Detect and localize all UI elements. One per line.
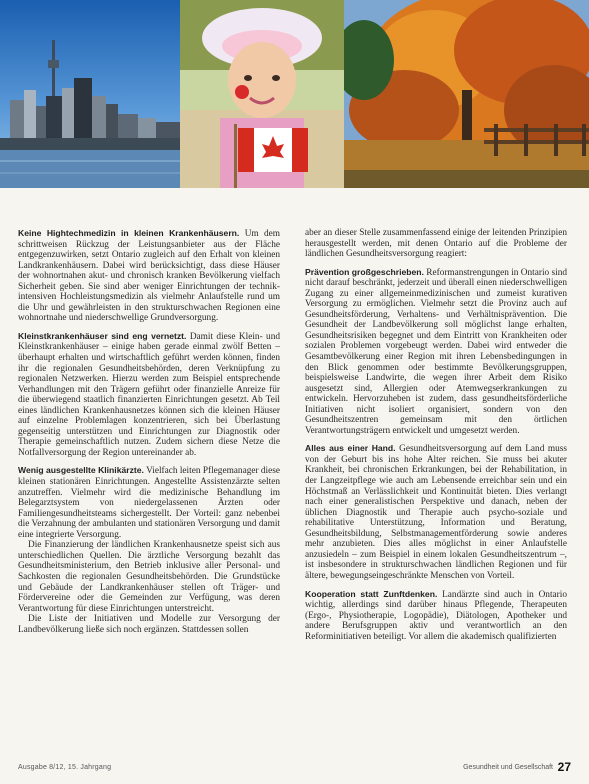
photo-strip: [0, 0, 589, 188]
paragraph: [18, 614, 280, 635]
section-heading: Alles aus einer Hand.: [305, 443, 396, 454]
paragraph: [305, 589, 567, 643]
body-text: Reformanstrengungen in Ontario sind nicht darauf beschränkt, jederzeit und überall einen niederschwelligen Zugang zu einer allgemeinmedizinischen und zumeist kurativen Versorgung zu ermöglichen. Vielmehr setzt die Provinz auch auf Gesundheitsförderung, Verhaltens- und Verhältnisprävention. Die Gesundheit der Landbevölkerung soll möglichst lange erhalten, Gesundheitsrisiken begegnet und dem Eintritt von Krankheiten oder sozialen Problemen vorgebeugt werden. Dabei wird entweder die Gesamtbevölkerung einer Region mit ihren Lebensbedingungen in den Blick genommen oder bestimmte Bevölkerungsgruppen, beispielsweise Landwirte, die wegen ihrer Arbeit dem Risiko ausgesetzt sind, Allergien oder Atemwegserkrankungen zu entwickeln. Hervorzuheben ist zudem, dass gesundheitsförderliche Initiativen nicht isoliert organisiert, sondern von den Gesundheitszentren gemeinsam mit den örtlichen Verantwortungsträgern entwickelt und umgesetzt werden.: [305, 267, 567, 436]
section-title: Gesundheit und Gesellschaft: [463, 764, 553, 771]
paragraph: [18, 228, 280, 324]
article-section: [18, 228, 280, 324]
skyline-photo: [0, 0, 180, 188]
section-heading: Kooperation statt Zunftdenken.: [305, 588, 438, 599]
article-section: [18, 331, 280, 459]
issue-info: Ausgabe 8/12, 15. Jahrgang: [18, 764, 112, 771]
paragraph: [18, 331, 280, 459]
body-text: aber an dieser Stelle zusammenfassend einige der leitenden Prinzipien herausgestellt werden, mit denen Ontario auf die Probleme der ländlichen Gesundheitsversorgung reagiert:: [305, 228, 567, 260]
article-section: [305, 589, 567, 643]
article-section: [18, 465, 280, 635]
body-text: Die Finanzierung der ländlichen Krankenhausnetze speist sich aus unterschiedlichen Quellen. Die ärztliche Versorgung bezahlt das Gesundheitsministerium, den Betrieb inklusive aller Personal- und Sachkosten die regionalen Gesundheitsbehörden. Die Grundstücke und Gebäude der Landkrankenhäuser stellen oft Träger- und Fördervereine oder die Gemeinden zur Verfügung, was deren Verantwortung für diese Einrichtungen unterstreicht.: [18, 540, 280, 614]
body-text: Um dem schrittweisen Rückzug der Leistungsanbieter aus der Fläche entgegenzuwirken, setzt Ontario zugleich auf den Erhalt von kleinen Landkrankenhäusern. Dabei wird berücksichtigt, dass diese Häuser der wohnortnahen akut- und chronisch kranken Bevölkerung vielfach Sicherheit geben. Sie sind aber weniger Einrichtungen der technik-intensiven Hochleistungsmedizin als vielmehr Anlaufstelle rund um die Uhr und gewährleisten in den strukturschwachen Regionen eine wohnortnahe und niederschwellige Grundversorgung.: [18, 229, 280, 324]
paragraph: [305, 228, 567, 260]
body-text: Damit diese Klein- und Kleinstkrankenhäuser – einige haben gerade einmal zwölf Betten – überhaupt erhalten und wirtschaftlich geführt werden können, finden ihr die regionalen Gesundheitsbehörden, deren Verknüpfung zu regionalen Netzwerken. Hierzu werden zum Beispiel entsprechende Verhandlungen mit den Trägern geführt oder finanzielle Anreize für die überwiegend staatlich finanzierten Einrichtungen gesetzt. Ab Teil eines ländlichen Krankenhausnetzes können sich die kleinen Häuser auf einzelne Problemlagen konzentrieren, sich bei Überlastung gegenseitig unterstützen und Einrichtungen zur Diagnostik oder Therapie gemeinschaftlich nutzen. Zudem sichern diese Netze die Notfallversorgung der Region untereinander ab.: [18, 331, 280, 458]
autumn-farm-photo: [344, 0, 589, 188]
section-heading: Prävention großgeschrieben.: [305, 266, 424, 277]
section-heading: Keine Hightechmedizin in kleinen Krankenhäusern.: [18, 228, 240, 238]
paragraph: [305, 443, 567, 581]
paragraph: [18, 540, 280, 614]
body-text: Die Liste der Initiativen und Modelle zur Versorgung der Landbevölkerung ließe sich noch ergänzen. Stattdessen sollen: [18, 614, 280, 635]
paragraph: [18, 465, 280, 540]
article-section: [305, 228, 567, 260]
section-heading: Kleinstkrankenhäuser sind eng vernetzt.: [18, 330, 187, 341]
page-number: 27: [557, 760, 571, 774]
article-section: [305, 267, 567, 437]
body-text: Vielfach leiten Pflegemanager diese kleinen stationären Einrichtungen. Angestellte Assistenzärzte selten anzutreffen. Vielmehr wird die medizinische Behandlung im Belegarztsystem von niedergelassenen Ärzten oder Familiengesundheitsteams sichergestellt. Der Vorteil: ganz nebenbei die Verzahnung der ambulanten und stationären Versorgung und damit eine integrierte Versorgung.: [18, 466, 281, 540]
page-footer: [18, 760, 571, 776]
text-column-right: [305, 228, 567, 649]
article-section: [305, 443, 567, 581]
paragraph: [305, 267, 567, 437]
text-column-left: [18, 228, 280, 642]
body-text: Landärzte sind auch in Ontario wichtig, allerdings sind darüber hinaus Pflegende, Therapeuten (Ergo-, Physiotherapie, Logopädie), Diätologen, Apotheker und andere Berufsgruppen aktiv und verantwortlich an den Reforminitiativen beteiligt. Vor allem die akademisch qualifizierten: [305, 589, 567, 642]
section-heading: Wenig ausgestellte Klinikärzte.: [18, 465, 144, 476]
body-text: Gesundheitsversorgung auf dem Land muss von der Geburt bis ins hohe Alter reichen. Sie muss bei akuter Krankheit, bei chronischen Erkrankungen, bei der Rehabilitation, in der Langzeitpflege wie auch am Lebensende erreichbar sein und ein Höchstmaß an Verlässlichkeit und Kontinuität bieten. Dies verlangt nach einer generalistischen Perspektive und danach, neben der üblichen Diagnostik und Therapie auch psycho-soziale und rehabilitative Unterstützung, Information und Beratung, Gesundheitsbildung, Selbstmanagementförderung sowie anderes mehr anzubieten. Dies alles möglichst in einer Anlaufstelle anzusiedeln – zum Beispiel in einem lokalen Gesundheitszentrum –, ist insbesondere in strukturschwachen ländlichen Regionen und für ältere, bewegungseingeschränkte Menschen von Vorteil.: [305, 444, 567, 581]
child-flag-photo: [180, 0, 344, 188]
